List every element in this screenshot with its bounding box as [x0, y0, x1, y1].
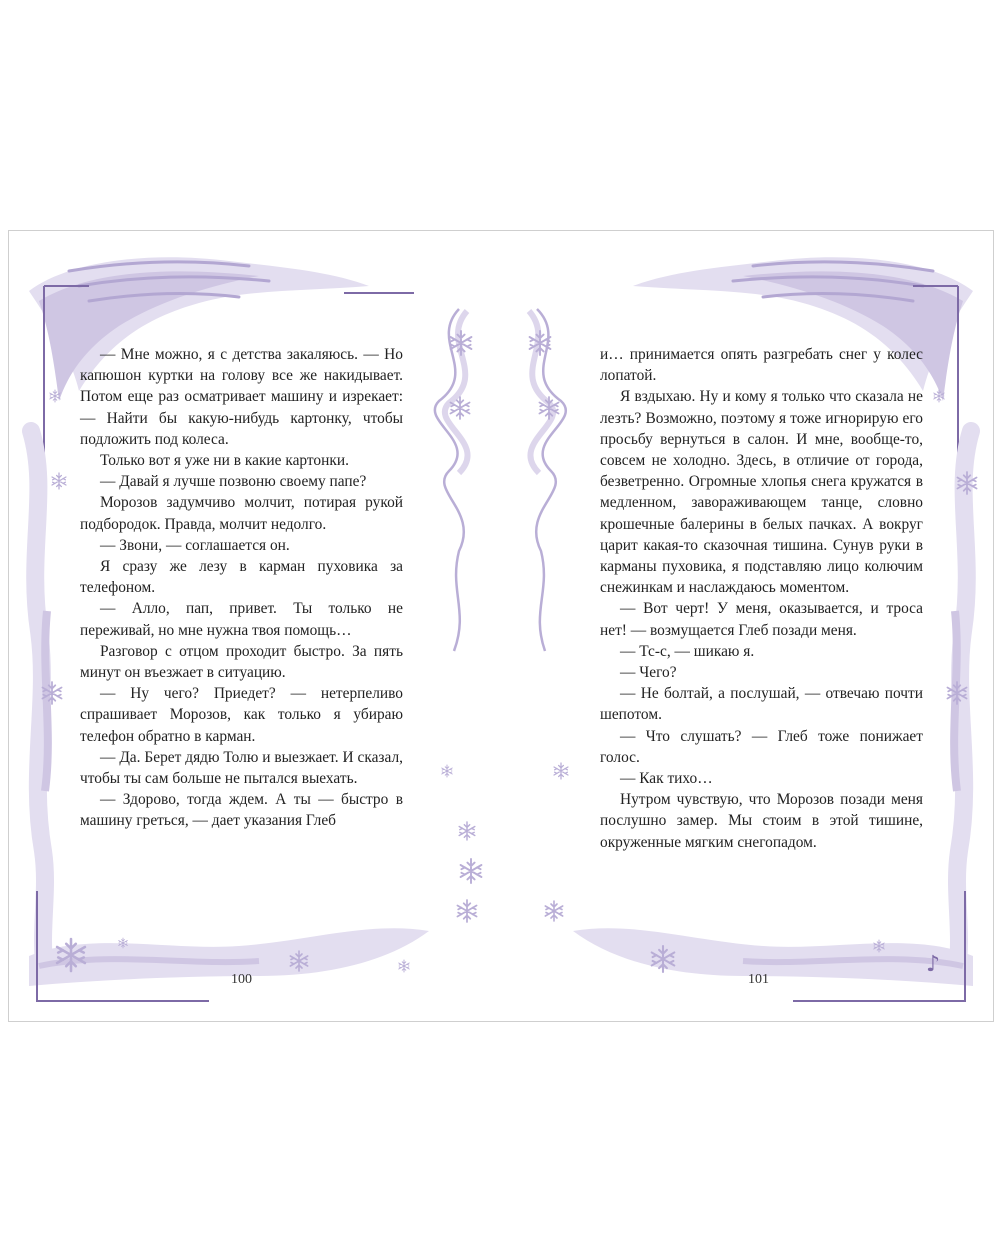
center-ornament [435, 309, 568, 922]
paragraph: Только вот я уже ни в какие картонки. [100, 452, 349, 470]
page-number-left: 100 [231, 972, 252, 987]
paragraph: Морозов задумчиво молчит, потирая рукой подбородок. Правда, молчит недолго. [80, 494, 403, 533]
paragraph: — Давай я лучше позвоню своему папе? [100, 473, 367, 491]
paragraph: — Алло, пап, привет. Ты только не переживай, но мне нужна твоя помощь… [80, 600, 403, 639]
paragraph: Я сразу же лезу в карман пуховика за телефоном. [80, 558, 403, 597]
right-page-text [600, 344, 923, 853]
paragraph: — Что слушать? — Глеб тоже понижает голос. [600, 727, 923, 766]
paragraph: Я вздыхаю. Ну и кому я только что сказала не лезть? Возможно, поэтому я тоже игнорирую его просьбу вернуться в салон. И мне, вообще-то, совсем не холодно. Здесь, в отличие от города, безветренно. Огромные хлопья снега кружатся в медленном, завораживающем танце, словно крошечные балерины в белых пачках. А вокруг царит какая-то сказочная тишина. Сунув руки в карманы пуховика, я подставляю лицо колючим снежинкам и наслаждаюсь моментом. [600, 388, 923, 597]
paragraph: Нутром чувствую, что Морозов позади меня послушно замер. Мы стоим в этой тишине, окруженные мягким снегопадом. [600, 791, 923, 851]
left-page-text [80, 344, 403, 832]
paragraph: Разговор с отцом проходит быстро. За пять минут он въезжает в ситуацию. [80, 642, 403, 682]
paragraph: — Тс-с, — шикаю я. [620, 642, 755, 660]
paragraph: — Ну чего? Приедет? — нетерпеливо спрашивает Морозов, как только я убираю телефон обратно в карман. [80, 685, 403, 745]
paragraph: — Чего? [620, 664, 677, 682]
music-note-icon: ♪ [926, 952, 941, 977]
paragraph: — Мне можно, я с детства закаляюсь. — Но капюшон куртки на голову все же накидывает. Потом еще раз осматривает машину и изрекает: — Найти бы какую-нибудь картонку, чтобы подложить под колеса. [80, 346, 403, 448]
paragraph: — Вот черт! У меня, оказывается, и троса нет! — возмущается Глеб позади меня. [600, 600, 923, 639]
paragraph: — Здорово, тогда ждем. А ты — быстро в машину греться, — дает указания Глеб [80, 791, 403, 830]
page-number-right: 101 [748, 972, 769, 987]
paragraph: — Звони, — соглашается он. [100, 536, 290, 554]
paragraph: — Как тихо… [620, 770, 713, 788]
book-spread [8, 230, 994, 1022]
paragraph: — Не болтай, а послушай, — отвечаю почти шепотом. [600, 685, 923, 724]
paragraph: — Да. Берет дядю Толю и выезжает. И сказал, чтобы ты сам больше не пытался выехать. [80, 748, 403, 788]
paragraph: и… принимается опять разгребать снег у колес лопатой. [600, 346, 923, 385]
